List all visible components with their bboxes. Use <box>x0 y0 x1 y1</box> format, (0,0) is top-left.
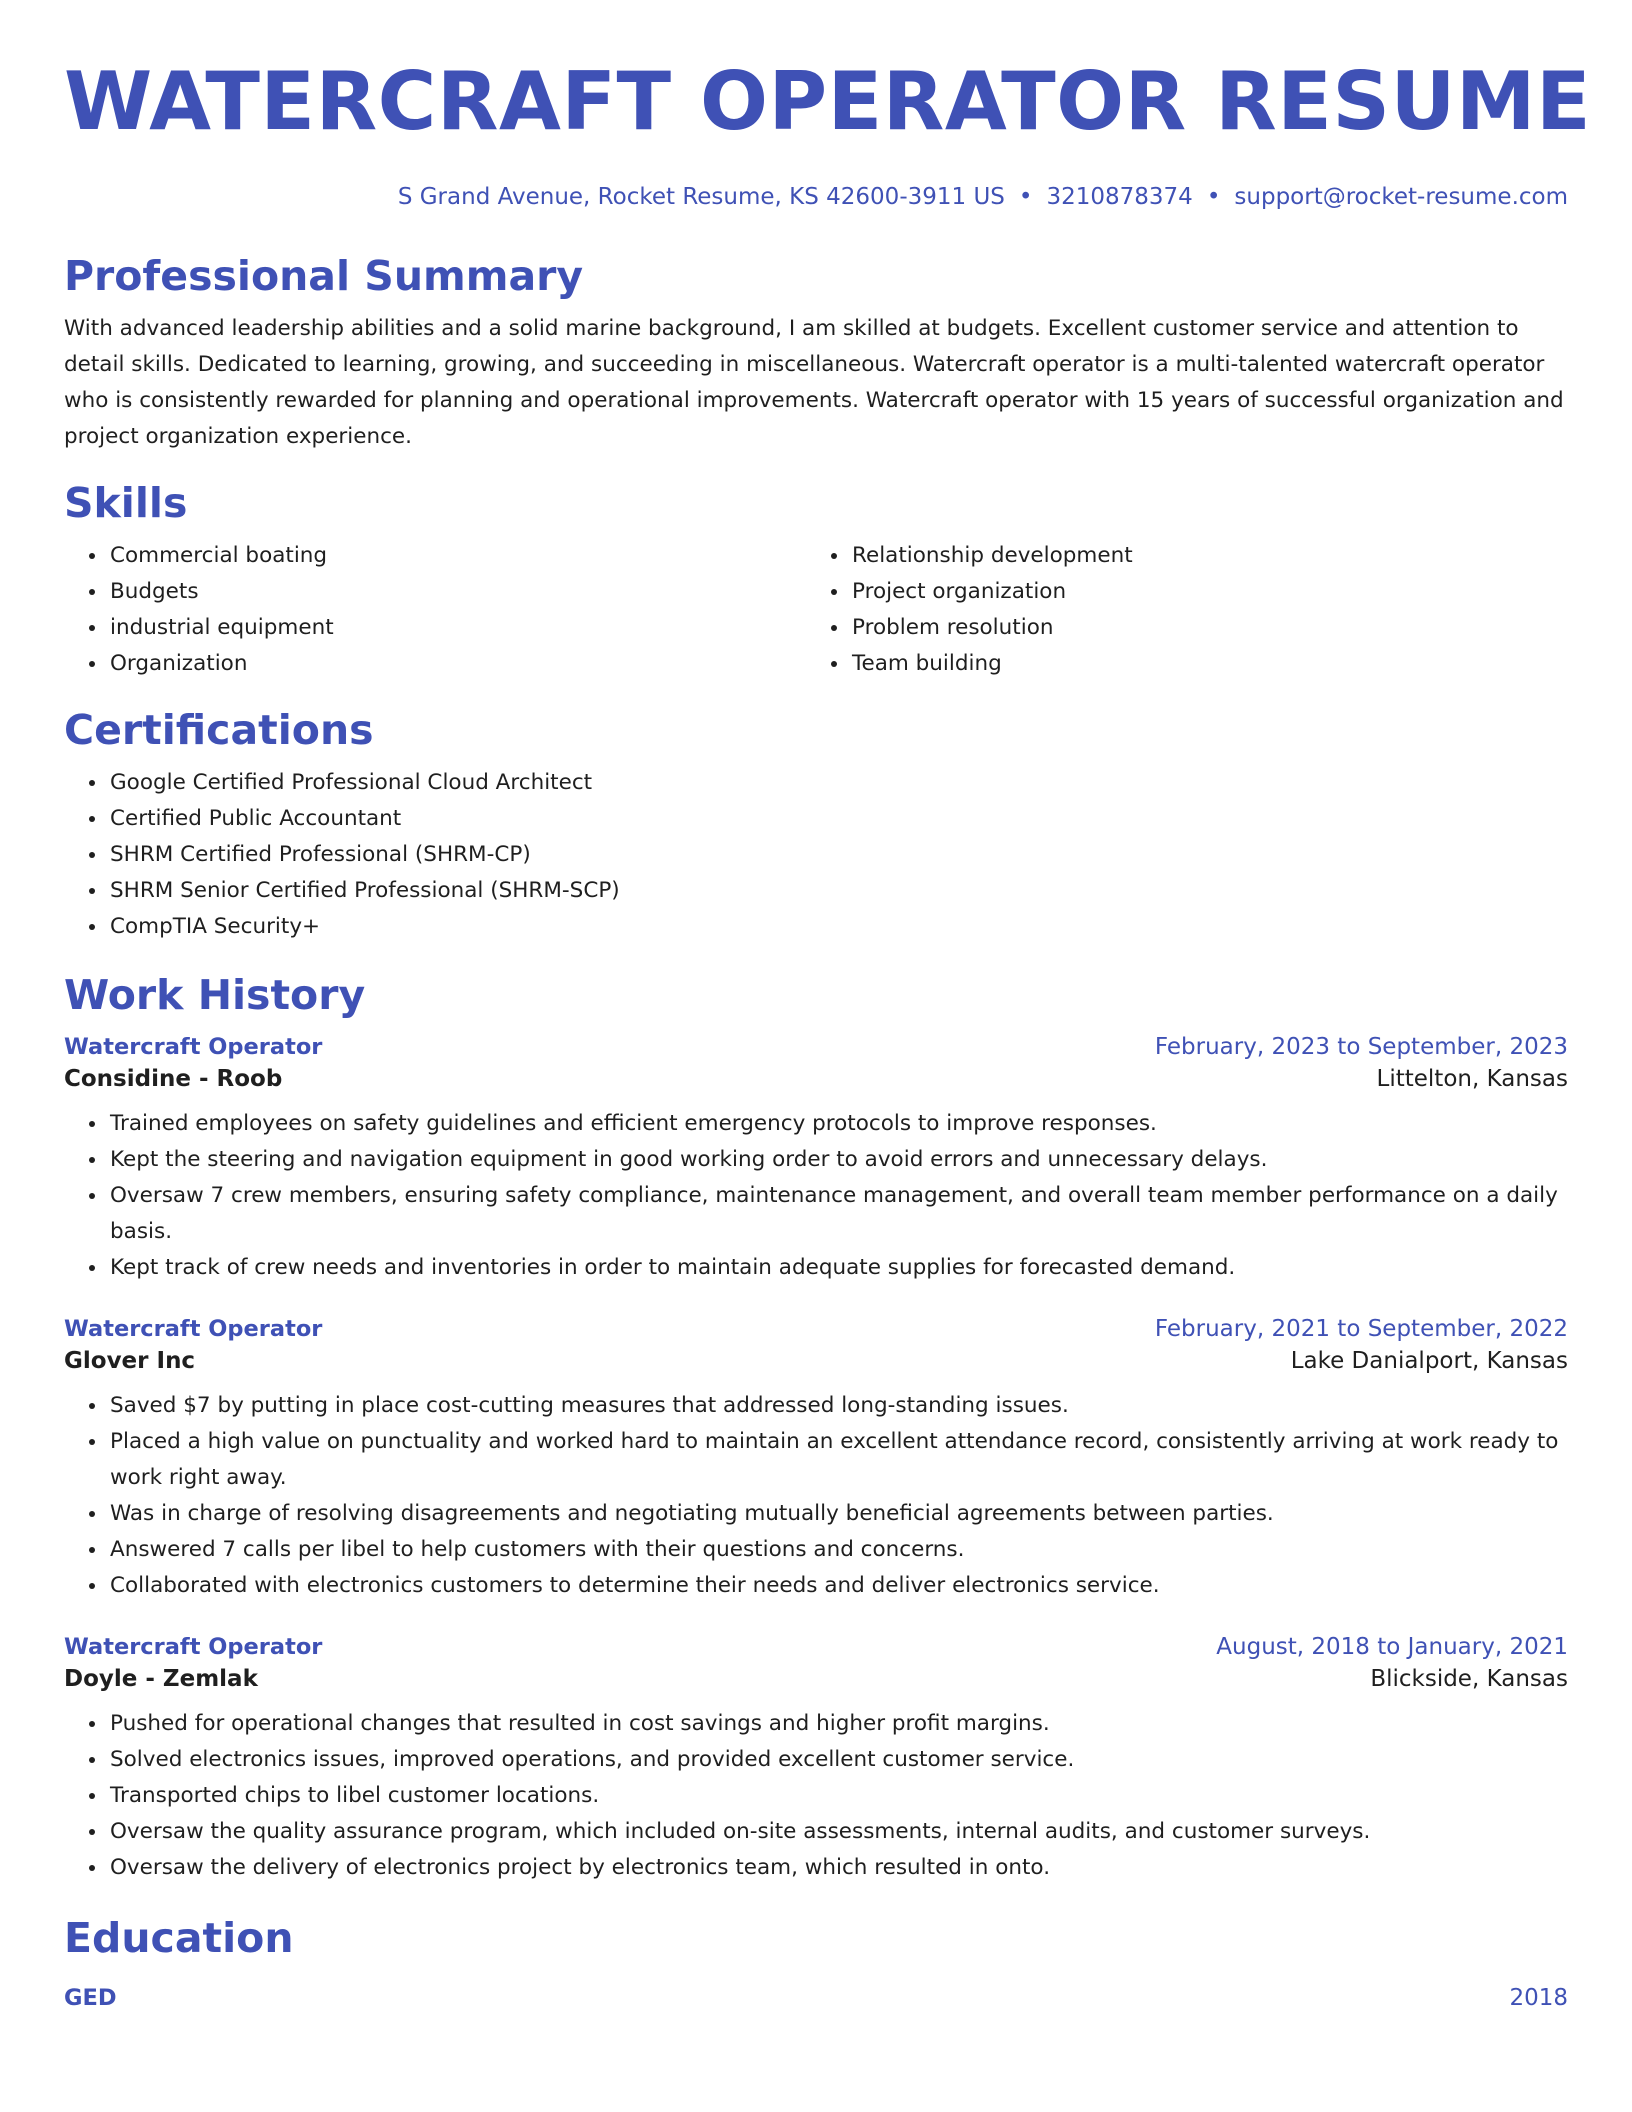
job-location: Littelton, Kansas <box>1376 1066 1568 1093</box>
job-company-row <box>64 1066 1568 1092</box>
job-header-row <box>64 1034 1568 1060</box>
job-location: Blickside, Kansas <box>1370 1666 1568 1693</box>
skill-item: • Organization <box>108 646 806 682</box>
skill-item: • Commercial boating <box>108 538 806 574</box>
certification-item: • Certified Public Accountant <box>108 801 1568 837</box>
job-entry <box>64 1034 1568 1286</box>
job-company-row <box>64 1666 1568 1692</box>
job-bullets <box>64 1106 1568 1286</box>
certification-item: • SHRM Senior Certified Professional (SHRM-SCP) <box>108 873 1568 909</box>
certifications-list <box>64 765 1568 945</box>
phone: 3210878374 <box>1046 184 1193 210</box>
job-location: Lake Danialport, Kansas <box>1290 1348 1568 1375</box>
contact-line <box>64 184 1568 210</box>
job-title: Watercraft Operator <box>64 1316 323 1343</box>
job-bullet: • Oversaw the delivery of electronics project by electronics team, which resulted in onto. <box>108 1850 1568 1886</box>
job-bullet: • Saved $7 by putting in place cost-cutting measures that addressed long-standing issues. <box>108 1388 1568 1424</box>
certification-item: • CompTIA Security+ <box>108 909 1568 945</box>
address: S Grand Avenue, Rocket Resume, KS 42600-3911 US <box>397 184 1005 210</box>
education-heading: Education <box>64 1914 294 1963</box>
job-title: Watercraft Operator <box>64 1634 323 1661</box>
company-name: Glover Inc <box>64 1348 196 1375</box>
job-bullet: • Placed a high value on punctuality and worked hard to maintain an excellent attendance record, consistently arriving at work ready to work right away. <box>108 1424 1568 1496</box>
job-company-row <box>64 1348 1568 1374</box>
resume-title: WATERCRAFT OPERATOR RESUME <box>64 55 1592 148</box>
education-entry <box>64 1985 1568 2011</box>
skills-list <box>64 538 1568 682</box>
job-dates: February, 2021 to September, 2022 <box>1154 1316 1568 1343</box>
company-name: Considine - Roob <box>64 1066 283 1093</box>
work-history-heading: Work History <box>64 971 366 1020</box>
email-link[interactable]: support@rocket-resume.com <box>1234 184 1568 210</box>
certifications-heading: Certifications <box>64 706 374 755</box>
job-entry <box>64 1316 1568 1604</box>
skill-item: • industrial equipment <box>108 610 806 646</box>
job-bullet: • Oversaw 7 crew members, ensuring safety compliance, maintenance management, and overall team member performance on a daily basis. <box>108 1178 1568 1250</box>
job-dates: August, 2018 to January, 2021 <box>1216 1634 1568 1661</box>
job-bullets <box>64 1706 1568 1886</box>
job-bullet: • Transported chips to libel customer locations. <box>108 1778 1568 1814</box>
resume-page <box>64 0 1592 2012</box>
summary-text: With advanced leadership abilities and a solid marine background, I am skilled at budgets. Excellent customer service and attention to detail skills. Dedicated to learning, growing, and succeeding in miscellaneous. Watercraft operator is a multi-talented watercraft operator who is consistently rewarded for planning and operational improvements. Watercraft operator with 15 years of successful organization and project organization experience. <box>64 316 1564 450</box>
skill-item: • Relationship development <box>850 538 1548 574</box>
job-header-row <box>64 1316 1568 1342</box>
company-name: Doyle - Zemlak <box>64 1666 258 1693</box>
certification-item: • SHRM Certified Professional (SHRM-CP) <box>108 837 1568 873</box>
contact-separator: • <box>1018 184 1033 210</box>
job-header-row <box>64 1634 1568 1660</box>
skills-column-left <box>64 538 806 682</box>
skill-item: • Problem resolution <box>850 610 1548 646</box>
skill-item: • Team building <box>850 646 1548 682</box>
job-bullet: • Oversaw the quality assurance program, which included on-site assessments, internal audits, and customer surveys. <box>108 1814 1568 1850</box>
job-bullet: • Trained employees on safety guidelines and efficient emergency protocols to improve responses. <box>108 1106 1568 1142</box>
skill-item: • Project organization <box>850 574 1548 610</box>
certification-item: • Google Certified Professional Cloud Architect <box>108 765 1568 801</box>
job-bullet: • Kept track of crew needs and inventories in order to maintain adequate supplies for forecasted demand. <box>108 1250 1568 1286</box>
skills-column-right <box>806 538 1548 682</box>
job-bullet: • Kept the steering and navigation equipment in good working order to avoid errors and unnecessary delays. <box>108 1142 1568 1178</box>
summary-heading: Professional Summary <box>64 252 584 300</box>
job-bullet: • Answered 7 calls per libel to help customers with their questions and concerns. <box>108 1532 1568 1568</box>
job-bullet: • Solved electronics issues, improved operations, and provided excellent customer service. <box>108 1742 1568 1778</box>
education-year: 2018 <box>1509 1985 1568 2012</box>
job-title: Watercraft Operator <box>64 1034 323 1061</box>
job-bullet: • Collaborated with electronics customers to determine their needs and deliver electronics service. <box>108 1568 1568 1604</box>
contact-separator: • <box>1206 184 1221 210</box>
education-degree: GED <box>64 1985 117 2012</box>
job-dates: February, 2023 to September, 2023 <box>1154 1034 1568 1061</box>
job-bullet: • Pushed for operational changes that resulted in cost savings and higher profit margins. <box>108 1706 1568 1742</box>
job-bullets <box>64 1388 1568 1604</box>
skill-item: • Budgets <box>108 574 806 610</box>
skills-heading: Skills <box>64 479 188 528</box>
job-bullet: • Was in charge of resolving disagreements and negotiating mutually beneficial agreements between parties. <box>108 1496 1568 1532</box>
job-entry <box>64 1634 1568 1886</box>
